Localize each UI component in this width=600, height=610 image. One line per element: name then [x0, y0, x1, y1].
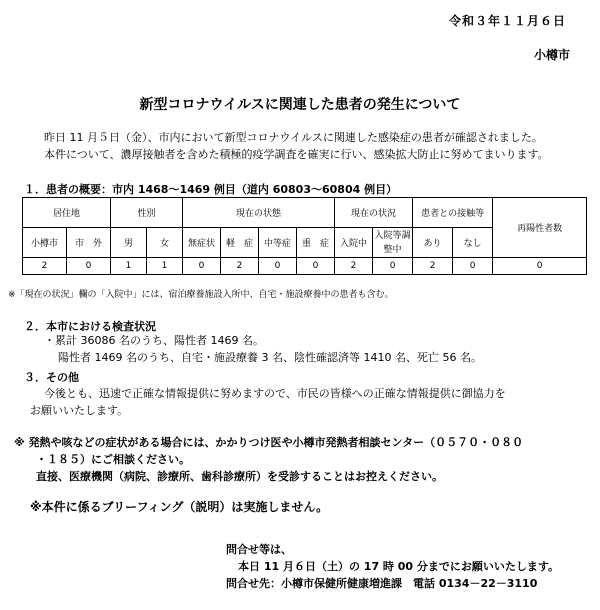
notice-line-2: ・１８５）にご相談ください。	[36, 453, 190, 466]
table-cell: 2	[335, 258, 373, 275]
column-header-hospitalized: 入院中	[335, 228, 373, 258]
group-header-contact: 患者との接触等	[413, 198, 493, 228]
table-cell: 2	[23, 258, 67, 275]
table-cell: 0	[373, 258, 413, 275]
table-cell: 1	[147, 258, 183, 275]
table-cell: 1	[111, 258, 147, 275]
column-header-contact-no: なし	[453, 228, 493, 258]
group-header-repositive: 再陽性者数	[493, 198, 587, 258]
column-header-mild: 軽 症	[221, 228, 259, 258]
section-2-line-2: 陽性者 1469 名のうち、自宅・施設療養 3 名、陰性確認済等 1410 名、死亡 56 名。	[58, 351, 482, 364]
group-header-condition: 現在の状態	[183, 198, 335, 228]
contact-label: 問合せ等は、	[226, 543, 292, 556]
contact-hours: 本日 11 月６日（土）の 17 時 00 分までにお願いいたします。	[238, 560, 560, 573]
section-3-heading: ３．その他	[24, 371, 79, 384]
table-cell: 0	[493, 258, 587, 275]
column-header-asymptomatic: 無症状	[183, 228, 221, 258]
table-cell: 2	[221, 258, 259, 275]
column-header-female: 女	[147, 228, 183, 258]
group-header-sex: 性別	[111, 198, 183, 228]
notice-line-1: ※ 発熱や咳などの症状がある場合には、かかりつけ医や小樽市発熱者相談センター（０５７０・０８０	[14, 436, 524, 449]
notice-line-3: 直接、医療機関（病院、診療所、歯科診療所）を受診することはお控えください。	[36, 470, 443, 483]
column-header-outside-city: 市 外	[67, 228, 111, 258]
section-3-line-1: 今後とも、迅速で正確な情報提供に努めますので、市民の皆様への正確な情報提供に御協力を	[44, 387, 506, 400]
table-cell: 2	[413, 258, 453, 275]
issuing-organization: 小樽市	[533, 48, 570, 62]
contact-info: 問合せ先：小樽市保健所健康増進課 電話 0134－22－3110	[226, 577, 538, 590]
table-cell: 0	[297, 258, 335, 275]
table-cell: 0	[453, 258, 493, 275]
column-header-severe: 重 症	[297, 228, 335, 258]
document-title: 新型コロナウイルスに関連した患者の発生について	[139, 97, 461, 113]
patient-summary-table	[22, 197, 587, 275]
column-header-moderate: 中等症	[259, 228, 297, 258]
table-cell: 0	[183, 258, 221, 275]
briefing-notice: ※本件に係るブリーフィング（説明）は実施しません。	[30, 500, 329, 514]
intro-line-1: 昨日 11 月５日（金）、市内において新型コロナウイルスに関連した感染症の患者が確認されました。	[44, 131, 543, 144]
section-3-line-2: お願いいたします。	[30, 404, 129, 417]
group-header-residence: 居住地	[23, 198, 111, 228]
table-footnote: ※「現在の状況」欄の「入院中」には、宿泊療養施設入所中、自宅・施設療養中の患者も含む。	[8, 290, 394, 300]
table-cell: 0	[67, 258, 111, 275]
section-2-heading: ２．本市における検査状況	[24, 320, 156, 333]
column-header-contact-yes: あり	[413, 228, 453, 258]
section-2-line-1: ・累計 36086 名のうち、陽性者 1469 名。	[44, 334, 264, 347]
table-cell: 0	[259, 258, 297, 275]
column-header-male: 男	[111, 228, 147, 258]
section-1-heading: １．患者の概要：市内 1468～1469 例目（道内 60803～60804 例目）	[24, 183, 398, 196]
document-date: 令和３年１１月６日	[448, 14, 566, 28]
group-header-situation: 現在の状況	[335, 198, 413, 228]
column-header-adjusting: 入院等調整中	[373, 228, 413, 258]
intro-line-2: 本件について、濃厚接触者を含めた積極的疫学調査を確実に行い、感染拡大防止に努めてまいります。	[44, 148, 549, 161]
column-header-otaru: 小樽市	[23, 228, 67, 258]
